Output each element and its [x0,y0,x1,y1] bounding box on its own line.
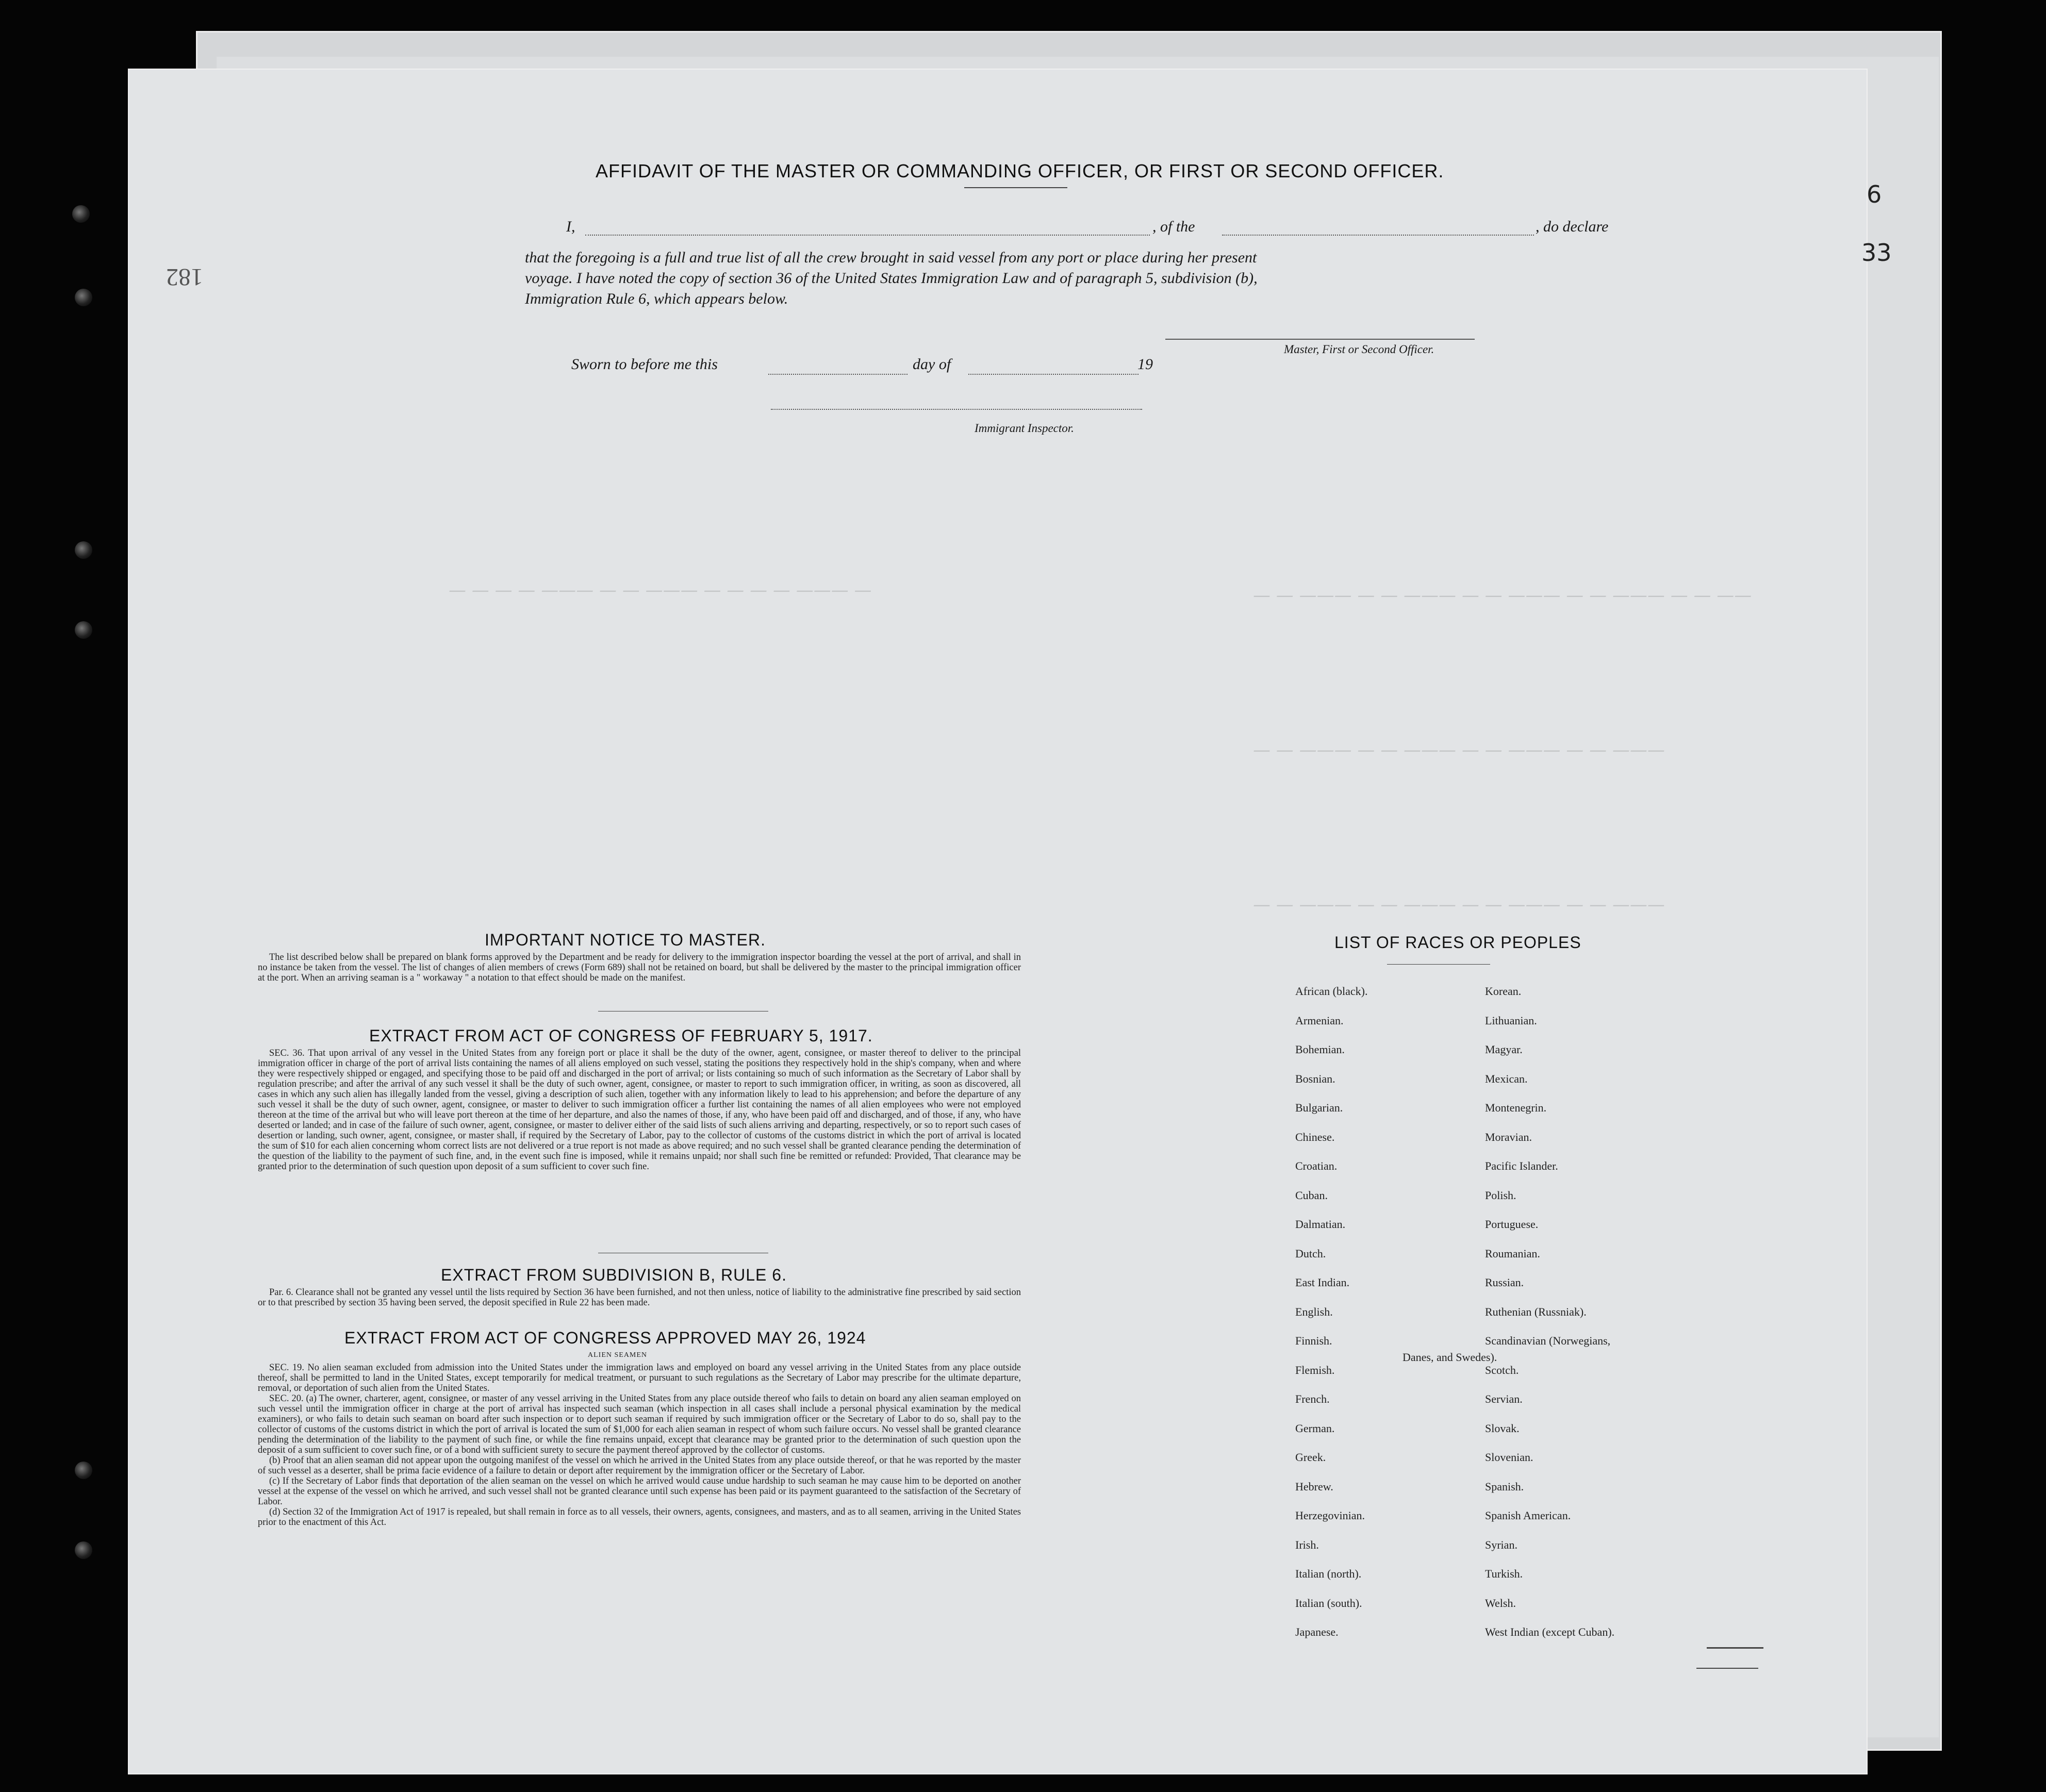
ink-mark [1707,1647,1763,1649]
race-item: Bosnian. [1295,1072,1335,1085]
race-item: Polish. [1485,1188,1516,1202]
affidavit-text-line2: that the foregoing is a full and true list of all the crew brought in said vessel from any port or place during her present [525,249,1257,266]
binder-hole [75,541,92,559]
race-item: Moravian. [1485,1130,1532,1143]
race-item: English. [1295,1305,1333,1318]
sec-20a-paragraph: SEC. 20. (a) The owner, charterer, agent, consignee, or master of any vessel arriving in the United States from any place outside thereof who fails to detain on board any alien seaman employed on such vessel until the immigration officer in charge at the port of arrival has inspected such seaman (which inspection in all cases shall include a personal physical examination by the medical examiners), or who fails to detain such seaman on board after such inspection or to deport such seaman if required by such immigration officer or the Secretary of Labor to do so, shall pay to the collector of customs of the customs district in which the port of arrival is located the sum of $1,000 for each alien seaman in respect of whom such failure occurs. No vessel shall be granted clearance pending the determination of the liability to the payment of such fine, or while the fine remains unpaid, except that clearance may be granted prior to the determination of such question upon the deposit of a sum sufficient to cover such fine, or of a bond with sufficient surety to secure the payment thereof approved by the collector of customs. [258,1393,1021,1455]
title-rule [964,187,1067,188]
signature-label: Master, First or Second Officer. [1284,343,1434,356]
day-of-text: day of [913,356,951,373]
bleed-through-text: — — ——— — — ——— — — ——— — — ——— [1253,740,1665,760]
extract-rule6-text [258,1287,1021,1308]
extract-1924-title: EXTRACT FROM ACT OF CONGRESS APPROVED MAY 26, 1924 [344,1329,866,1347]
race-item: Scandinavian (Norwegians, [1485,1334,1611,1347]
race-item: African (black). [1295,985,1368,998]
margin-number-right-top: 6 [1867,180,1882,208]
race-item: Magyar. [1485,1043,1523,1056]
margin-page-number: 182 [166,263,203,291]
affidavit-title: AFFIDAVIT OF THE MASTER OR COMMANDING OFFICER, OR FIRST OR SECOND OFFICER. [596,160,1444,181]
race-item: Italian (south). [1295,1596,1362,1610]
race-item: Portuguese. [1485,1218,1539,1231]
race-item: French. [1295,1392,1330,1405]
binder-hole [75,621,92,639]
margin-number-right-second: 33 [1861,239,1892,267]
race-item: Servian. [1485,1392,1523,1405]
affidavit-i: I, [566,218,575,235]
affidavit-text-line4: Immigration Rule 6, which appears below. [525,290,788,307]
race-item: East Indian. [1295,1276,1350,1289]
race-item: Russian. [1485,1276,1524,1289]
binder-hole [72,205,90,223]
race-item: Syrian. [1485,1538,1517,1551]
affidavit-of-the: , of the [1152,218,1195,235]
notice-title: IMPORTANT NOTICE TO MASTER. [485,931,766,949]
races-title: LIST OF RACES OR PEOPLES [1334,933,1581,952]
extract-1917-text [258,1048,1021,1172]
race-item: Flemish. [1295,1363,1335,1376]
notice-text [258,952,1021,983]
affidavit-text-line3: voyage. I have noted the copy of section 36 of the United States Immigration Law and of paragraph 5, subdivision (b), [525,270,1258,287]
bleed-through-text: — — ——— — — ——— — — ——— — — ——— — — —— [1253,585,1752,606]
race-item: Dutch. [1295,1247,1326,1260]
ink-mark [1696,1668,1758,1669]
races-title-rule [1387,964,1490,965]
race-item: Italian (north). [1295,1567,1362,1580]
race-item: German. [1295,1421,1335,1435]
signature-line [1165,339,1475,340]
par-6-paragraph: Par. 6. Clearance shall not be granted any vessel until the lists required by Section 36 have been furnished, and not then unless, notice of liability to the administrative fine prescribed by said section or to that prescribed by section 35 having been served, the deposit specified in Rule 22 has been made. [258,1287,1021,1308]
race-item: Turkish. [1485,1567,1523,1580]
race-item: Bohemian. [1295,1043,1345,1056]
affidavit-declare: , do declare [1536,218,1609,235]
sec-36-paragraph: SEC. 36. That upon arrival of any vessel in the United States from any foreign port or place it shall be the duty of the owner, agent, consignee, or master thereof to deliver to the principal immigration officer in charge of the port of arrival lists containing the names of all aliens employed on such vessel, stating the positions they respectively hold in the ship's company, when and where they were respectively shipped or engaged, and specifying those to be paid off and discharged in the port of arrival; or lists containing so much of such information as the Secretary of Labor shall by regulation prescribe; and after the arrival of any such vessel it shall be the duty of such owner, agent, consignee, or master to report to such immigration officer, in writing, as soon as discovered, all cases in which any such alien has illegally landed from the vessel, giving a description of such alien, together with any information likely to lead to his apprehension; and before the departure of any such vessel it shall be the duty of such owner, agent, consignee, or master to deliver to such immigration officer a further list containing the names of all alien employees who were not employed thereon at the time of the arrival but who will leave port thereon at the time of her departure, and also the names of those, if any, who have been paid off and discharged, and of those, if any, who have deserted or landed; and in case of the failure of such owner, agent, consignee, or master to deliver either of the said lists of such aliens arriving and departing, respectively, or so to report such cases of desertion or landing, such owner, agent, consignee, or master shall, if required by the Secretary of Labor, pay to the collector of customs of the customs district in which the port of arrival is located the sum of $10 for each alien concerning whom correct lists are not delivered or a true report is not made as above required; and no such vessel shall be granted clearance pending the determination of the question of the liability to the payment of such fine, and, in the event such fine is imposed, while it remains unpaid; nor shall such fine be remitted or refunded: Provided, That clearance may be granted prior to the determination of such question upon deposit of a sum sufficient to cover such fine. [258,1048,1021,1172]
race-item: Slovenian. [1485,1451,1533,1464]
year-prefix: 19 [1137,356,1153,373]
extract-1924-subtitle: ALIEN SEAMEN [588,1351,648,1359]
sec-20d-paragraph: (d) Section 32 of the Immigration Act of 1917 is repealed, but shall remain in force as to all vessels, their owners, agents, consignees, and masters, and as to all seamen, arriving in the United States prior to the enactment of this Act. [258,1507,1021,1528]
race-item: Slovak. [1485,1421,1520,1435]
race-item: Welsh. [1485,1596,1516,1610]
race-item: Spanish. [1485,1480,1524,1493]
bleed-through-text: — — ——— — — ——— — — ——— — — ——— [1253,894,1665,915]
race-item: Croatian. [1295,1159,1338,1172]
inspector-signature-line [771,409,1142,410]
race-item: Cuban. [1295,1188,1328,1202]
race-item: Herzegovinian. [1295,1509,1365,1522]
extract-rule6-title: EXTRACT FROM SUBDIVISION B, RULE 6. [441,1266,787,1284]
race-item: Chinese. [1295,1130,1335,1143]
race-item: Japanese. [1295,1625,1339,1638]
inspector-label: Immigrant Inspector. [975,422,1074,435]
notice-paragraph: The list described below shall be prepared on blank forms approved by the Department and be ready for delivery to the immigration inspector boarding the vessel at the port of arrival, and shall in no instance be taken from the vessel. The list of changes of alien members of crews (Form 689) shall not be retained on board, but shall be delivered by the master to the principal immigration officer at the port. When an arriving seaman is a " workaway " a notation to that effect should be made on the manifest. [258,952,1021,983]
bleed-through-text: — — — — ——— — — ——— — — — — ——— — [449,580,872,601]
sec-19-paragraph: SEC. 19. No alien seaman excluded from admission into the United States under the immigration laws and employed on board any vessel arriving in the United States from any place outside thereof, shall be permitted to land in the United States, except temporarily for medical treatment, or pursuant to such regulations as the Secretary of Labor may prescribe for the ultimate departure, removal, or deportation of such alien from the United States. [258,1363,1021,1393]
race-item: Armenian. [1295,1014,1344,1027]
extract-1924-text [258,1363,1021,1528]
sec-20c-paragraph: (c) If the Secretary of Labor finds that deportation of the alien seaman on the vessel on which he arrived would cause undue hardship to such seaman he may cause him to be deported on another vessel at the expense of the vessel on which he arrived, and such vessel shall not be granted clearance until such expense has been paid or its payment guaranteed to the satisfaction of the Secretary of Labor. [258,1476,1021,1507]
race-item: Spanish American. [1485,1509,1571,1522]
race-item: Hebrew. [1295,1480,1333,1493]
sworn-text: Sworn to before me this [571,356,718,373]
race-continuation: Danes, and Swedes). [1402,1351,1497,1364]
race-item: Korean. [1485,985,1522,998]
race-item: Greek. [1295,1451,1326,1464]
vessel-field [1222,235,1534,236]
sworn-month-field [968,374,1138,375]
race-item: Pacific Islander. [1485,1159,1558,1172]
race-item: Lithuanian. [1485,1014,1537,1027]
name-field [585,235,1150,236]
race-item: Montenegrin. [1485,1101,1547,1114]
binder-hole [75,289,92,306]
race-item: Finnish. [1295,1334,1332,1347]
race-item: West Indian (except Cuban). [1485,1625,1615,1638]
race-item: Dalmatian. [1295,1218,1346,1231]
binder-hole [75,1541,92,1559]
binder-hole [75,1462,92,1479]
extract-1917-title: EXTRACT FROM ACT OF CONGRESS OF FEBRUARY 5, 1917. [369,1026,873,1045]
race-item: Scotch. [1485,1363,1519,1376]
race-item: Mexican. [1485,1072,1528,1085]
manifest-page [129,70,1892,1773]
sec-20b-paragraph: (b) Proof that an alien seaman did not appear upon the outgoing manifest of the vessel on which he arrived in the United States from any place outside thereof, or that he was reported by the master of such vessel as a deserter, shall be prima facie evidence of a failure to detain or deport after requirement by the immigration officer or the Secretary of Labor. [258,1455,1021,1476]
race-item: Roumanian. [1485,1247,1540,1260]
race-item: Irish. [1295,1538,1319,1551]
race-item: Bulgarian. [1295,1101,1343,1114]
race-item: Ruthenian (Russniak). [1485,1305,1587,1318]
sworn-day-field [768,374,908,375]
